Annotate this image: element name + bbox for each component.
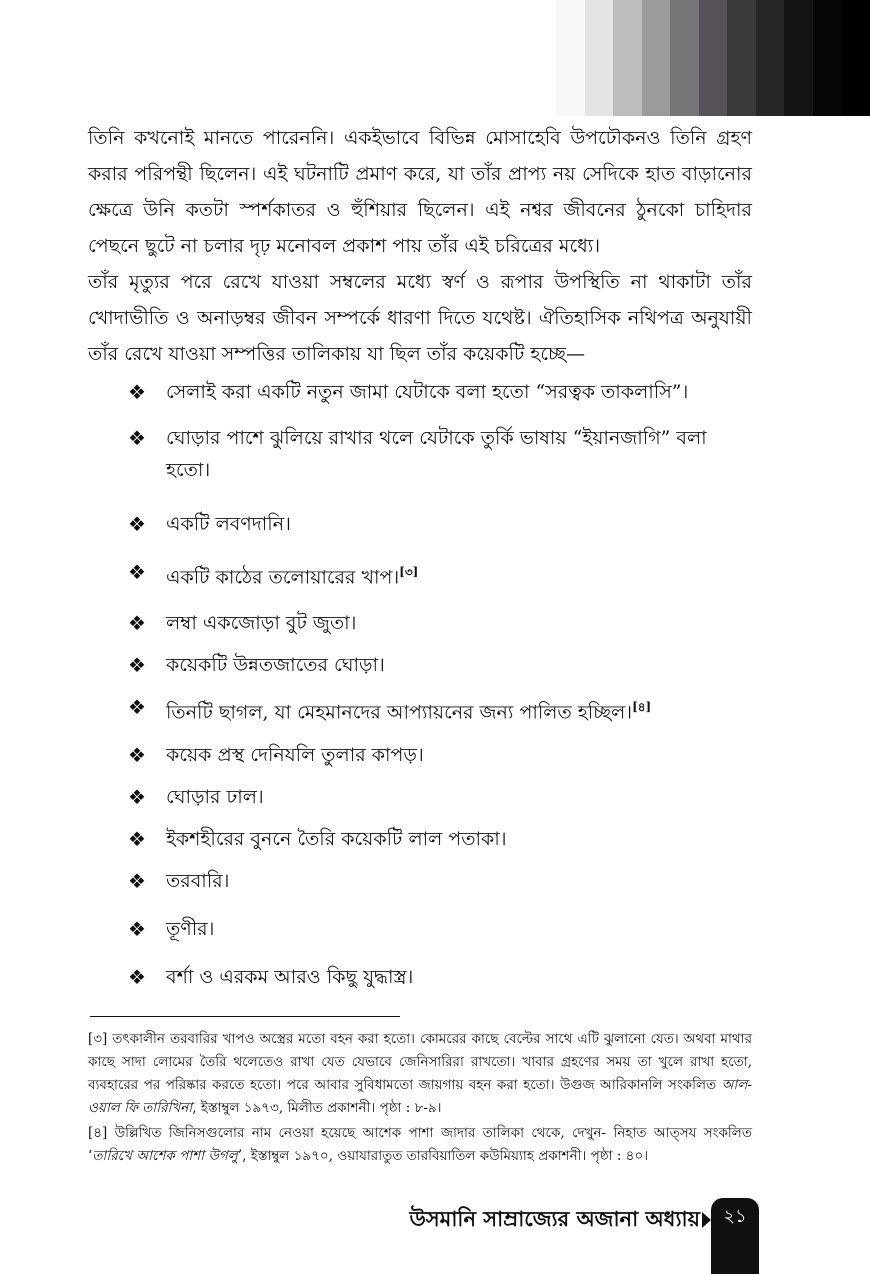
list-item (128, 649, 756, 681)
footnote-source-rest: ’, ইস্তাম্বুল ১৯৭০, ওয়াযারাতুত তারবিয়াতিল কউমিয়্যাহ প্রকাশনী। পৃষ্ঠা : ৪০। (237, 1148, 649, 1164)
paragraph-1: তিনি কখনোই মানতে পারেননি। একইভাবে বিভিন্ন মোসাহেবি উপঢৌকনও তিনি গ্রহণ করার পরিপন্থী ছিলেন। এই ঘটনাটি প্রমাণ করে, যা তাঁর প্রাপ্য নয় সেদিকে হাত বাড়ানোর ক্ষেত্রে উনি কতটা স্পর্শকাতর ও হুঁশিয়ার ছিলেন। এই নশ্বর জীবনের ঠুনকো চাহিদার পেছনে ছুটে না চলার দৃঢ় মনোবল প্রকাশ পায় তাঁর এই চরিত্রের মধ্যে। (88, 127, 752, 257)
list-item (128, 865, 756, 897)
list-item (128, 556, 756, 593)
bullet-diamond-icon: ❖ (128, 826, 146, 851)
footnotes (88, 1028, 752, 1170)
footnote-reference: [৩] (399, 565, 419, 579)
footnote-marker: [৪] (88, 1125, 108, 1141)
list-item (128, 961, 756, 993)
bullet-diamond-icon: ❖ (128, 916, 146, 941)
bullet-diamond-icon: ❖ (128, 653, 146, 678)
footnote-marker: [৩] (88, 1031, 108, 1047)
list-item-text: একটি লবণদানি। (166, 513, 291, 535)
list-item-text: ইকশহীরের বুননে তৈরি কয়েকটি লাল পতাকা। (166, 827, 507, 850)
page-number-tab (711, 1198, 759, 1274)
footnote-text: তৎকালীন তরবারির খাপও অস্ত্রের মতো বহন করা হতো। কোমরের কাছে বেল্টের সাথে এটি ঝুলানো যেত। অথবা মাথার কাছে সাদা লোমের তৈরি থলেতেও রাখা যেত যেভাবে জেনিসারিরা রাখতো। খাবার গ্রহণের সময় তা খুলে রাখা হতো, ব্যবহারের পর পরিষ্কার করতে হতো। পরে আবার সুবিধামতো জায়গায় বহন করা হতো। উগুজ আরিকানলি সংকলিত (88, 1031, 752, 1093)
footnote-source-title: আল-ওয়াল ফি তারিখিনা (88, 1077, 752, 1116)
list-item-text: তিনটি ছাগল, যা মেহমানদের আপ্যায়নের জন্য পালিত হচ্ছিল।[৪] (166, 700, 652, 724)
calibration-swatch (670, 0, 699, 116)
triangle-arrow-icon (702, 1212, 711, 1228)
list-item-text: তূণীর। (166, 917, 215, 940)
footnote-reference: [৪] (632, 700, 652, 715)
bullet-diamond-icon: ❖ (128, 611, 146, 636)
possessions-list (128, 376, 756, 993)
list-item-text: লম্বা একজোড়া বুট জুতা। (166, 612, 357, 635)
calibration-swatch (613, 0, 642, 116)
footnote-divider (90, 1016, 400, 1017)
bullet-diamond-icon: ❖ (128, 426, 146, 450)
footnote-text: উল্লিখিত জিনিসগুলোর নাম নেওয়া হয়েছে আশেক পাশা জাদার তালিকা থেকে, দেখুন- নিহাত আত্সয সংকলিত ‘ (88, 1125, 752, 1164)
list-item (128, 913, 756, 945)
list-item (128, 376, 756, 408)
list-item-text: ঘোড়ার ঢাল। (166, 785, 264, 808)
calibration-swatch (585, 0, 614, 116)
list-item-text: একটি কাঠের তলোয়ারের খাপ।[৩] (166, 565, 419, 589)
list-item-text: সেলাই করা একটি নতুন জামা যেটাকে বলা হতো “সরত্বক তাকলাসি”। (166, 381, 689, 403)
list-item-text: কয়েক প্রস্থ দেনিযলি তুলার কাপড়। (166, 743, 424, 766)
calibration-swatch (813, 0, 842, 116)
list-item (128, 422, 756, 486)
list-item (128, 607, 756, 639)
calibration-swatch (841, 0, 870, 116)
bullet-diamond-icon: ❖ (128, 512, 146, 536)
calibration-swatch (756, 0, 785, 116)
list-item (128, 739, 756, 771)
list-item (128, 508, 756, 540)
calibration-swatch (556, 0, 585, 116)
calibration-swatch (727, 0, 756, 116)
calibration-swatch (699, 0, 728, 116)
color-calibration-strip (556, 0, 870, 116)
list-item-text: ঘোড়ার পাশে ঝুলিয়ে রাখার থলে যেটাকে তুর্কি ভাষায় “ইয়ানজাগি” বলা হতো। (166, 427, 707, 481)
bullet-diamond-icon: ❖ (128, 560, 146, 584)
list-item-text: কয়েকটি উন্নতজাতের ঘোড়া। (166, 654, 385, 677)
list-item (128, 781, 756, 813)
running-footer-title: উসমানি সাম্রাজ্যের অজানা অধ্যায় (409, 1207, 700, 1231)
list-item (128, 691, 756, 728)
footnote-4 (88, 1122, 752, 1168)
bullet-diamond-icon: ❖ (128, 784, 146, 809)
page-number: ২১ (723, 1206, 747, 1227)
bullet-diamond-icon: ❖ (128, 964, 146, 989)
bullet-diamond-icon: ❖ (128, 695, 146, 720)
bullet-diamond-icon: ❖ (128, 742, 146, 767)
calibration-swatch (642, 0, 671, 116)
footnote-source-rest: , ইস্তাম্বুল ১৯৭৩, মিলীত প্রকাশনী। পৃষ্ঠা : ৮-৯। (192, 1100, 442, 1116)
bullet-diamond-icon: ❖ (128, 868, 146, 893)
list-item-text: বর্শা ও এরকম আরও কিছু যুদ্ধাস্ত্র। (166, 965, 414, 988)
paragraph-2: তাঁর মৃত্যুর পরে রেখে যাওয়া সম্বলের মধ্যে স্বর্ণ ও রূপার উপস্থিতি না থাকাটা তাঁর খোদাভীতি ও অনাড়ম্বর জীবন সম্পর্কে ধারণা দিতে যথেষ্ট। ঐতিহাসিক নথিপত্র অনুযায়ী তাঁর রেখে যাওয়া সম্পত্তির তালিকায় যা ছিল তাঁর কয়েকটি হচ্ছে— (88, 271, 752, 365)
list-item-text: তরবারি। (166, 869, 230, 892)
footnote-3 (88, 1028, 752, 1120)
calibration-swatch (784, 0, 813, 116)
footnote-source-title: তারিখে আশেক পাশা উগলু (92, 1148, 238, 1164)
list-item (128, 823, 756, 855)
bullet-diamond-icon: ❖ (128, 380, 146, 404)
